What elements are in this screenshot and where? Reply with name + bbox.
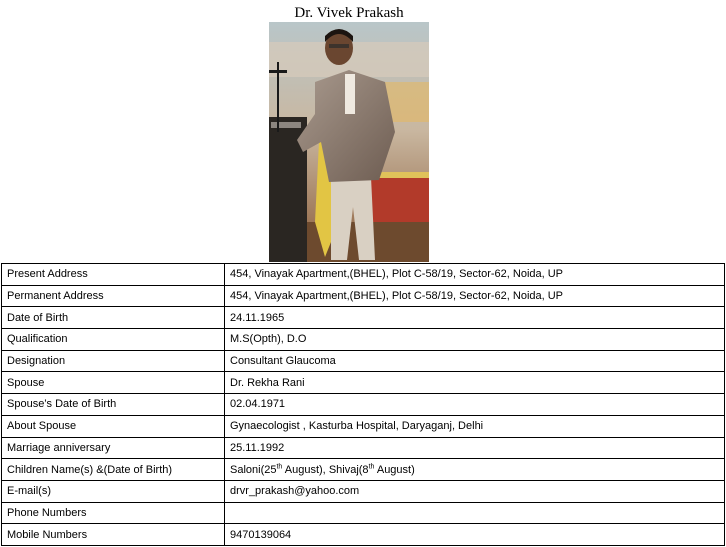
about-spouse-label: About Spouse bbox=[2, 415, 225, 437]
page-title: Dr. Vivek Prakash bbox=[294, 5, 404, 21]
child-1-month: August), bbox=[282, 463, 329, 476]
spouse-value: Dr. Rekha Rani bbox=[225, 372, 725, 394]
mobile-numbers-label: Mobile Numbers bbox=[2, 524, 225, 546]
child-2-name: Shivaj(8 bbox=[328, 463, 369, 476]
present-address-value: 454, Vinayak Apartment,(BHEL), Plot C-58/19, Sector-62, Noida, UP bbox=[225, 264, 725, 286]
child-1-name: Saloni(25 bbox=[230, 463, 277, 476]
email-value: drvr_prakash@yahoo.com bbox=[225, 480, 725, 502]
date-of-birth-value: 24.11.1965 bbox=[225, 307, 725, 329]
table-row bbox=[2, 459, 725, 481]
designation-value: Consultant Glaucoma bbox=[225, 350, 725, 372]
table-row bbox=[2, 372, 725, 394]
child-2-ordinal: th bbox=[368, 462, 375, 470]
table-row bbox=[2, 264, 725, 286]
permanent-address-value: 454, Vinayak Apartment,(BHEL), Plot C-58/19, Sector-62, Noida, UP bbox=[225, 285, 725, 307]
permanent-address-label: Permanent Address bbox=[2, 285, 225, 307]
email-label: E-mail(s) bbox=[2, 480, 225, 502]
profile-photo bbox=[269, 22, 429, 262]
phone-numbers-label: Phone Numbers bbox=[2, 502, 225, 524]
designation-label: Designation bbox=[2, 350, 225, 372]
marriage-anniversary-label: Marriage anniversary bbox=[2, 437, 225, 459]
details-table bbox=[1, 263, 725, 546]
table-row bbox=[2, 480, 725, 502]
phone-numbers-value bbox=[225, 502, 725, 524]
date-of-birth-label: Date of Birth bbox=[2, 307, 225, 329]
table-row bbox=[2, 285, 725, 307]
qualification-label: Qualification bbox=[2, 329, 225, 351]
children-value bbox=[225, 459, 725, 481]
table-row bbox=[2, 350, 725, 372]
child-2-month: August) bbox=[374, 463, 415, 476]
spouse-dob-label: Spouse’s Date of Birth bbox=[2, 394, 225, 416]
table-row bbox=[2, 437, 725, 459]
spouse-dob-value: 02.04.1971 bbox=[225, 394, 725, 416]
about-spouse-value: Gynaecologist , Kasturba Hospital, Daryaganj, Delhi bbox=[225, 415, 725, 437]
child-1-ordinal: th bbox=[276, 462, 283, 470]
children-label: Children Name(s) &(Date of Birth) bbox=[2, 459, 225, 481]
table-row bbox=[2, 502, 725, 524]
qualification-value: M.S(Opth), D.O bbox=[225, 329, 725, 351]
spouse-label: Spouse bbox=[2, 372, 225, 394]
table-row bbox=[2, 307, 725, 329]
table-row bbox=[2, 394, 725, 416]
table-row bbox=[2, 524, 725, 546]
table-row bbox=[2, 415, 725, 437]
present-address-label: Present Address bbox=[2, 264, 225, 286]
mobile-numbers-value: 9470139064 bbox=[225, 524, 725, 546]
table-row bbox=[2, 329, 725, 351]
marriage-anniversary-value: 25.11.1992 bbox=[225, 437, 725, 459]
